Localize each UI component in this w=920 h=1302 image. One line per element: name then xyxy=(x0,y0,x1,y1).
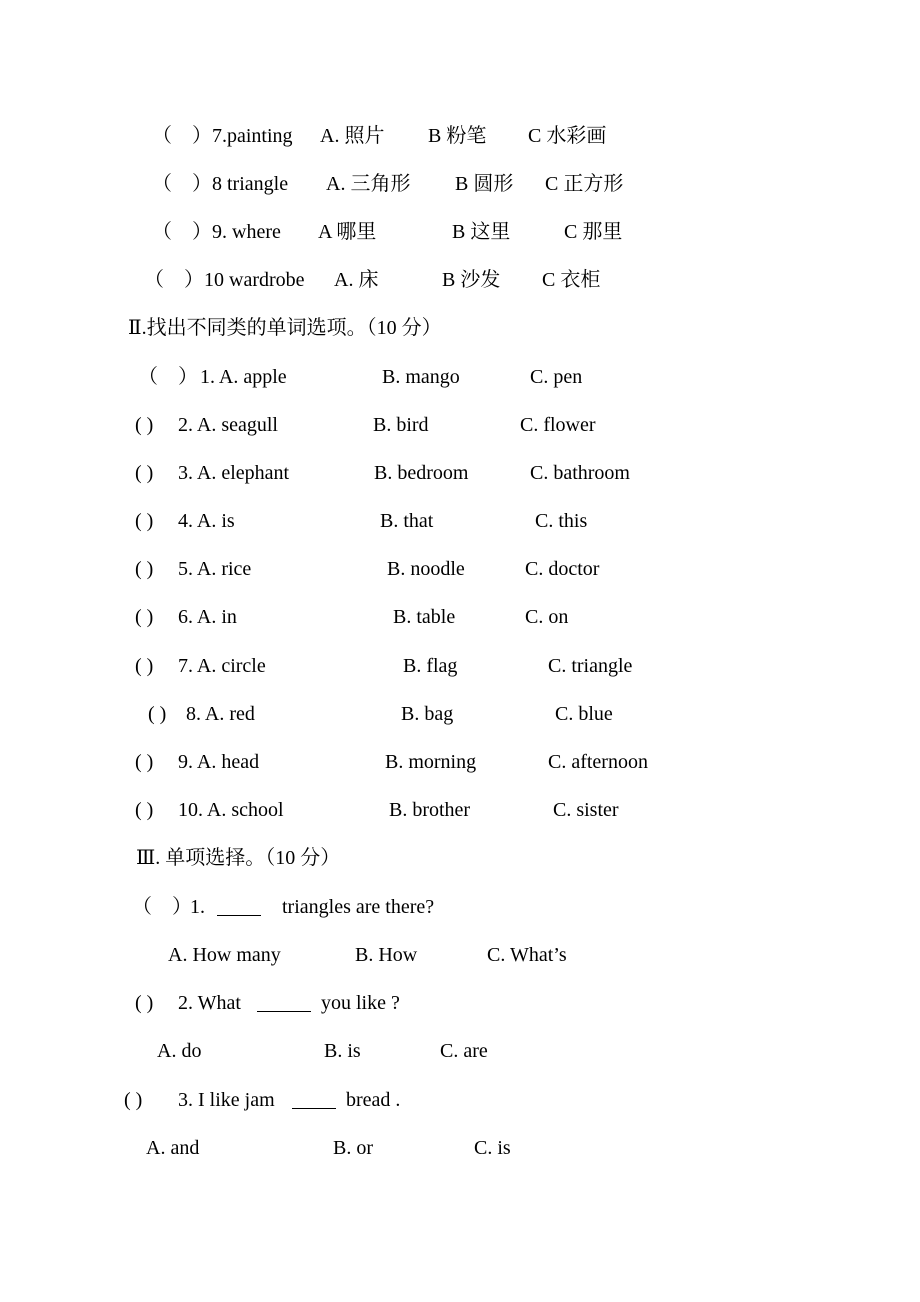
choice-question-2-options xyxy=(0,1035,920,1067)
option-a: 3. A. elephant xyxy=(178,462,290,484)
option-b: B. How xyxy=(355,944,418,966)
option-b: B. bedroom xyxy=(374,462,469,484)
fill-in-blank[interactable] xyxy=(217,891,261,916)
odd-one-out-question-7 xyxy=(0,650,920,682)
option-c: C 正方形 xyxy=(545,173,624,195)
odd-one-out-question-9 xyxy=(0,746,920,778)
answer-parentheses[interactable]: ( ) xyxy=(135,414,154,436)
question-word: 9. where xyxy=(212,221,281,243)
choice-question-1-options xyxy=(0,939,920,971)
option-c: C 水彩画 xyxy=(528,125,607,147)
question-word: 8 triangle xyxy=(212,173,289,195)
section-heading-part2: Ⅱ.找出不同类的单词选项。（10 分） xyxy=(128,317,442,339)
answer-parentheses[interactable]: （ ） xyxy=(144,269,204,291)
option-a: 1. A. apple xyxy=(200,366,287,388)
option-a: 8. A. red xyxy=(186,703,255,725)
option-a: A. 三角形 xyxy=(326,173,411,195)
option-a: 5. A. rice xyxy=(178,558,252,580)
answer-parentheses[interactable]: ( ) xyxy=(135,558,154,580)
answer-parentheses[interactable]: ( ) xyxy=(135,606,154,628)
vocab-question-8 xyxy=(0,168,920,200)
answer-parentheses[interactable]: ( ) xyxy=(135,751,154,773)
choice-question-3-options xyxy=(0,1132,920,1164)
odd-one-out-question-6 xyxy=(0,601,920,633)
vocab-question-7 xyxy=(0,120,920,152)
option-c: C 衣柜 xyxy=(542,269,601,291)
option-a: 10. A. school xyxy=(178,799,284,821)
option-b: B 沙发 xyxy=(442,269,501,291)
choice-question-3 xyxy=(0,1084,920,1116)
option-b: B. morning xyxy=(385,751,477,773)
option-a: A. How many xyxy=(168,944,281,966)
option-c: C. on xyxy=(525,606,569,628)
option-b: B. mango xyxy=(382,366,460,388)
option-a: 9. A. head xyxy=(178,751,260,773)
option-a: A. 照片 xyxy=(320,125,385,147)
odd-one-out-question-5 xyxy=(0,553,920,585)
question-text-before: 2. What xyxy=(178,992,241,1014)
fill-in-blank[interactable] xyxy=(292,1084,336,1109)
option-a: 7. A. circle xyxy=(178,655,266,677)
option-c: C. blue xyxy=(555,703,613,725)
option-b: B 圆形 xyxy=(455,173,514,195)
odd-one-out-question-1 xyxy=(0,361,920,393)
option-c: C. flower xyxy=(520,414,596,436)
answer-parentheses[interactable]: （ ） xyxy=(152,173,212,195)
option-c: C 那里 xyxy=(564,221,623,243)
option-c: C. are xyxy=(440,1040,488,1062)
answer-parentheses[interactable]: ( ) xyxy=(135,655,154,677)
answer-parentheses[interactable]: （ ） xyxy=(138,366,198,388)
answer-parentheses[interactable]: ( ) xyxy=(148,703,167,725)
option-c: C. bathroom xyxy=(530,462,630,484)
answer-parentheses[interactable]: （ ） xyxy=(152,221,212,243)
odd-one-out-question-2 xyxy=(0,409,920,441)
question-text-after: bread . xyxy=(346,1089,401,1111)
answer-parentheses[interactable]: （ ） xyxy=(132,896,192,918)
option-b: B. that xyxy=(380,510,434,532)
option-c: C. this xyxy=(535,510,588,532)
option-c: C. is xyxy=(474,1137,511,1159)
option-c: C. What’s xyxy=(487,944,567,966)
answer-parentheses[interactable]: ( ) xyxy=(124,1089,143,1111)
question-text: triangles are there? xyxy=(282,896,435,918)
question-text-before: 3. I like jam xyxy=(178,1089,275,1111)
option-c: C. pen xyxy=(530,366,583,388)
odd-one-out-question-3 xyxy=(0,457,920,489)
option-c: C. triangle xyxy=(548,655,633,677)
option-b: B. bag xyxy=(401,703,454,725)
option-b: B. bird xyxy=(373,414,429,436)
question-word: 7.painting xyxy=(212,125,293,147)
option-c: C. sister xyxy=(553,799,619,821)
answer-parentheses[interactable]: ( ) xyxy=(135,510,154,532)
option-b: B 粉笔 xyxy=(428,125,487,147)
option-a: A. and xyxy=(146,1137,200,1159)
answer-parentheses[interactable]: ( ) xyxy=(135,462,154,484)
option-b: B. is xyxy=(324,1040,361,1062)
option-b: B. or xyxy=(333,1137,373,1159)
option-b: B 这里 xyxy=(452,221,511,243)
option-a: 6. A. in xyxy=(178,606,237,628)
section-heading-part3: Ⅲ. 单项选择。（10 分） xyxy=(136,847,341,869)
option-b: B. noodle xyxy=(387,558,465,580)
choice-question-2 xyxy=(0,987,920,1019)
option-a: A. do xyxy=(157,1040,202,1062)
question-text-after: you like ? xyxy=(321,992,400,1014)
option-c: C. doctor xyxy=(525,558,600,580)
question-number: 1. xyxy=(190,896,205,918)
question-word: 10 wardrobe xyxy=(204,269,305,291)
option-a: A. 床 xyxy=(334,269,379,291)
odd-one-out-question-4 xyxy=(0,505,920,537)
option-a: A 哪里 xyxy=(318,221,377,243)
fill-in-blank[interactable] xyxy=(257,987,311,1012)
choice-question-1 xyxy=(0,891,920,923)
option-b: B. flag xyxy=(403,655,458,677)
option-b: B. brother xyxy=(389,799,471,821)
answer-parentheses[interactable]: （ ） xyxy=(152,125,212,147)
option-b: B. table xyxy=(393,606,456,628)
answer-parentheses[interactable]: ( ) xyxy=(135,799,154,821)
odd-one-out-question-8 xyxy=(0,698,920,730)
answer-parentheses[interactable]: ( ) xyxy=(135,992,154,1014)
vocab-question-9 xyxy=(0,216,920,248)
option-a: 2. A. seagull xyxy=(178,414,278,436)
option-c: C. afternoon xyxy=(548,751,648,773)
odd-one-out-question-10 xyxy=(0,794,920,826)
option-a: 4. A. is xyxy=(178,510,235,532)
vocab-question-10 xyxy=(0,264,920,296)
